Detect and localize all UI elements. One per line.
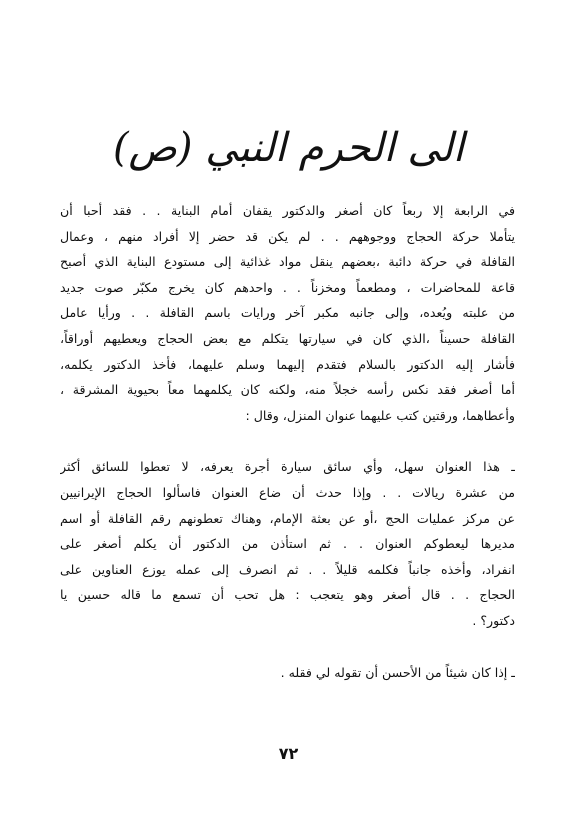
text-line: يتأملا حركة الحجاج ووجوههم . . لم يكن قد حضر إلا أفراد منهم ، وعمال: [60, 228, 515, 244]
text-line: فأشار إليه الدكتور بالسلام فتقدم إليهما وسلم عليهما، فأخذ الدكتور يكلمه،: [60, 356, 515, 372]
paragraph-2: [60, 454, 515, 633]
text-line: انفراد، وأخذه جانباً فكلمه قليلاً . . ثم انصرف إلى عمله يوزع العناوين على: [60, 561, 515, 577]
text-line: ـ هذا العنوان سهل، وأي سائق سيارة أجرة يعرفه، لا تعطوا للسائق أكثر: [60, 459, 515, 475]
text-line: في الرابعة إلا ربعاً كان أصغر والدكتور يقفان أمام البناية . . فقد أحبا أن: [60, 203, 515, 218]
page-number: ٧٢: [278, 744, 299, 763]
text-line: القافلة حسيناً ،الذي كان في سيارتها يتكلم مع بعض الحجاج ويعطيهم أوراقاً،: [60, 330, 515, 346]
text-line: عن مركز عمليات الحج ،أو عن بعثة الإمام، وهناك تعطونهم رقم القافلة أو اسم: [60, 510, 515, 526]
paragraph-3: [60, 660, 515, 686]
text-line: مديرها ليعطوكم العنوان . . ثم استأذن من الدكتور أن يكلم أصغر على: [60, 536, 515, 552]
text-line: ـ إذا كان شيئاً من الأحسن أن تقوله لي فقله .: [280, 664, 515, 680]
text-line: من عشرة ريالات . . وإذا حدث أن ضاع العنوان فاسألوا الحجاج الإيرانيين: [60, 484, 515, 500]
text-line: الحجاج . . قال أصغر وهو يتعجب : هل تحب أن تسمع ما قاله حسين يا: [60, 587, 515, 603]
paragraph-1: [60, 198, 515, 428]
text-line: قاعة للمحاضرات ، ومطعماً ومخزناً . . واحدهم كان يخرج مكبّر صوت جديد: [60, 279, 515, 295]
text-line: وأعطاهما، ورقتين كتب عليهما عنوان المنزل، وقال :: [245, 407, 515, 423]
text-line: من علبته ويُعده، وإلى جانبه مكبر آخر ورايات باسم القافلة . . ورأيا عامل: [60, 305, 515, 321]
text-line: دكتور؟ .: [472, 612, 515, 628]
text-line: القافلة في حركة دائبة ،بعضهم ينقل مواد غذائية إلى مستودع البناية الذي أصبح: [60, 254, 515, 270]
chapter-title: الى الحرم النبي (ص): [112, 125, 465, 171]
text-line: أما أصغر فقد نكس رأسه خجلاً منه، ولكنه كان يكلمهما معاً بحيوية المشرقة ،: [60, 382, 515, 398]
body-text: [60, 198, 515, 685]
